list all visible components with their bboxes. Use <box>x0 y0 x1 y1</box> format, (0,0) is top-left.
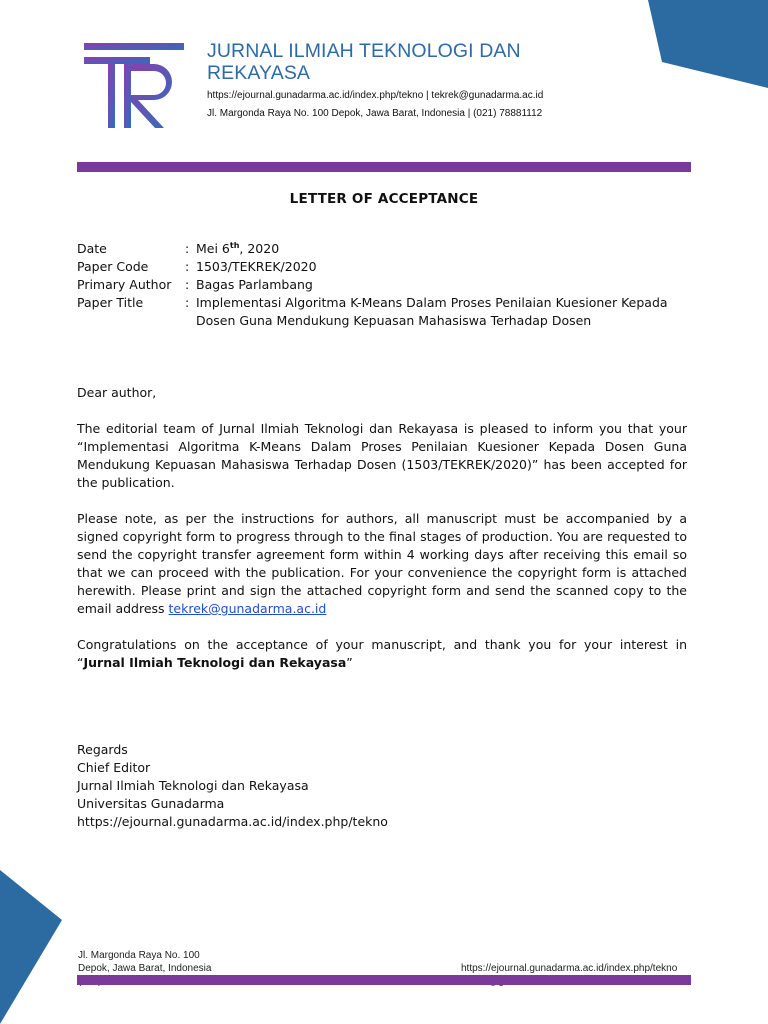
paper-title-value: Implementasi Algoritma K-Means Dalam Proses Penilaian Kuesioner Kepada Dosen Guna Mendukung Kepuasan Mahasiswa Terhadap Dosen <box>196 295 668 328</box>
date-colon: : <box>185 241 190 256</box>
paper-code-label: Paper Code <box>77 259 149 274</box>
paper-title-row <box>77 294 691 330</box>
letter-body <box>77 384 687 690</box>
greeting: Dear author, <box>77 385 157 400</box>
footer-divider-bar <box>77 975 691 985</box>
signer-url: https://ejournal.gunadarma.ac.id/index.php/tekno <box>77 814 388 829</box>
author-label: Primary Author <box>77 277 172 292</box>
email-link[interactable]: tekrek@gunadarma.ac.id <box>168 601 327 616</box>
date-day: Mei 6 <box>196 241 230 256</box>
congrats-journal-name: Jurnal Ilmiah Teknologi dan Rekayasa <box>83 655 347 670</box>
author-value: Bagas Parlambang <box>196 277 313 292</box>
paper-details <box>77 240 691 330</box>
author-row <box>77 276 691 294</box>
paper-title-label: Paper Title <box>77 295 144 310</box>
journal-title: JURNAL ILMIAH TEKNOLOGI DAN REKAYASA <box>207 40 521 84</box>
header-contact: https://ejournal.gunadarma.ac.id/index.php/tekno | tekrek@gunadarma.ac.id <box>207 90 544 101</box>
corner-decoration-bottom <box>0 870 80 1024</box>
congratulations-paragraph <box>77 636 687 672</box>
paper-code-value: 1503/TEKREK/2020 <box>196 259 317 274</box>
header-address: Jl. Margonda Raya No. 100 Depok, Jawa Barat, Indonesia | (021) 78881112 <box>207 108 543 119</box>
paper-title-colon: : <box>185 295 190 310</box>
copyright-text: Please note, as per the instructions for authors, all manuscript must be accompanied by a signed copyright form to progress through to the final stages of production. You are requested to send the copyright transfer agreement form within 4 working days after receiving this email so that we can proceed with the publication. For your convenience the copyright form is attached herewith. Please print and sign the attached copyright form and send the scanned copy to the email address <box>77 511 687 616</box>
paper-code-colon: : <box>185 259 190 274</box>
signature-block <box>77 741 388 831</box>
footer-address-line1: Jl. Margonda Raya No. 100 <box>78 950 200 961</box>
signer-role: Chief Editor <box>77 760 151 775</box>
footer-address-line2: Depok, Jawa Barat, Indonesia <box>78 963 212 974</box>
date-suffix: th <box>229 240 240 250</box>
document-title: LETTER OF ACCEPTANCE <box>289 191 479 207</box>
regards: Regards <box>77 742 128 757</box>
date-year: , 2020 <box>239 241 280 256</box>
date-label: Date <box>77 241 107 256</box>
date-row <box>77 240 691 258</box>
header-divider-bar <box>77 162 691 172</box>
congrats-text: Congratulations on the acceptance of your manuscript, and thank you for your interest in “ <box>77 637 687 670</box>
author-colon: : <box>185 277 190 292</box>
paper-code-row <box>77 258 691 276</box>
signer-journal: Jurnal Ilmiah Teknologi dan Rekayasa <box>77 778 309 793</box>
acceptance-paragraph: The editorial team of Jurnal Ilmiah Teknologi dan Rekayasa is pleased to inform you that your “Implementasi Algoritma K-Means Dalam Proses Penilaian Kuesioner Kepada Dosen Guna Mendukung Kepuasan Mahasiswa Terhadap Dosen (1503/TEKREK/2020)” has been accepted for the publication. <box>77 421 687 490</box>
journal-logo <box>82 40 188 132</box>
footer-url: https://ejournal.gunadarma.ac.id/index.php/tekno <box>461 963 678 974</box>
copyright-paragraph <box>77 510 687 618</box>
congrats-end: ” <box>346 655 353 670</box>
signer-university: Universitas Gunadarma <box>77 796 225 811</box>
date-value <box>196 240 691 258</box>
